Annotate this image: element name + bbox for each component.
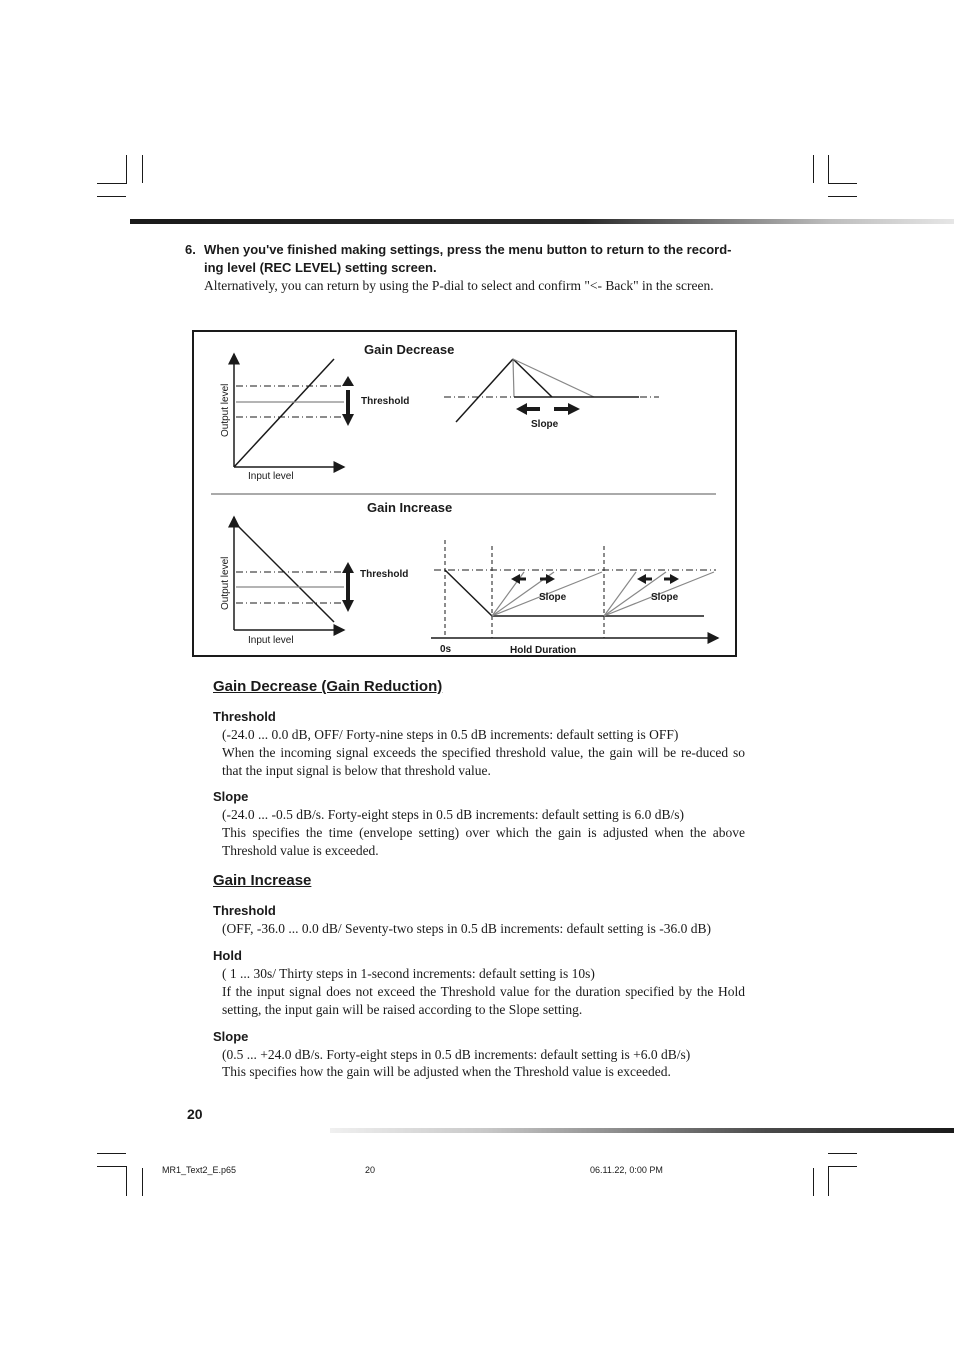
bottom-slope-label-2: Slope [651, 592, 679, 603]
gain-decrease-heading: Gain Decrease (Gain Reduction) [213, 678, 443, 695]
gain-increase-title: Gain Increase [367, 500, 453, 515]
top-threshold-label: Threshold [361, 396, 410, 407]
gd-slope-desc: This specifies the time (envelope setting) over which the gain is adjusted when the above Threshold value is exceeded. [222, 825, 745, 858]
gi-hold-label: Hold [213, 948, 242, 963]
bottom-left-graph [220, 517, 408, 646]
gd-threshold-desc: When the incoming signal exceeds the specified threshold value, the gain will be re-duced so that the input signal is below that threshold value. [222, 745, 745, 778]
bottom-slope-label-1: Slope [539, 592, 567, 603]
bottom-xlabel: Input level [248, 635, 294, 646]
step-number: 6. [185, 242, 196, 257]
top-left-graph [220, 354, 409, 482]
gain-diagram-figure [192, 330, 737, 657]
bottom-right-graph [431, 540, 718, 655]
gd-slope-label: Slope [213, 789, 249, 804]
top-right-graph [444, 359, 659, 430]
gi-slope-label: Slope [213, 1029, 249, 1044]
step-bold-text: When you've finished making settings, press the menu button to return to the record-ing level (REC LEVEL) setting screen. [204, 242, 732, 275]
bottom-threshold-label: Threshold [360, 569, 409, 580]
page-number: 20 [187, 1106, 203, 1122]
top-xlabel: Input level [248, 471, 294, 482]
gi-threshold-label: Threshold [213, 903, 276, 918]
gi-slope-range: (0.5 ... +24.0 dB/s. Forty-eight steps in 0.5 dB increments: default setting is +6.0 dB/s) [222, 1047, 691, 1062]
top-ylabel: Output level [220, 383, 231, 437]
gd-threshold-range: (-24.0 ... 0.0 dB, OFF/ Forty-nine steps in 0.5 dB increments: default setting is OFF) [222, 727, 679, 742]
gi-slope-desc: This specifies how the gain will be adjusted when the Threshold value is exceeded. [222, 1064, 671, 1079]
gain-decrease-title: Gain Decrease [364, 342, 455, 357]
footer-rule [330, 1128, 954, 1133]
hold-duration-label: Hold Duration [510, 645, 577, 655]
header-rule [130, 219, 954, 224]
footer-date: 06.11.22, 0:00 PM [590, 1165, 663, 1175]
zero-seconds-label: 0s [440, 644, 452, 655]
gi-threshold-range: (OFF, -36.0 ... 0.0 dB/ Seventy-two steps in 0.5 dB increments: default setting is -36.0 dB) [222, 921, 712, 936]
gain-increase-heading: Gain Increase [213, 872, 312, 889]
bottom-ylabel: Output level [220, 556, 231, 610]
gd-threshold-label: Threshold [213, 709, 276, 724]
gd-slope-range: (-24.0 ... -0.5 dB/s. Forty-eight steps in 0.5 dB increments: default setting is 6.0 dB/s) [222, 807, 684, 822]
step-instruction [185, 241, 746, 295]
step-plain-text: Alternatively, you can return by using the P-dial to select and confirm "<- Back" in the screen. [204, 278, 714, 293]
footer-page: 20 [365, 1165, 376, 1175]
footer-file: MR1_Text2_E.p65 [162, 1165, 237, 1175]
top-slope-label: Slope [531, 419, 559, 430]
gi-hold-desc: If the input signal does not exceed the Threshold value for the duration specified by the Hold setting, the input gain will be raised according to the Slope setting. [222, 984, 745, 1017]
gi-hold-range: ( 1 ... 30s/ Thirty steps in 1-second increments: default setting is 10s) [222, 966, 595, 981]
